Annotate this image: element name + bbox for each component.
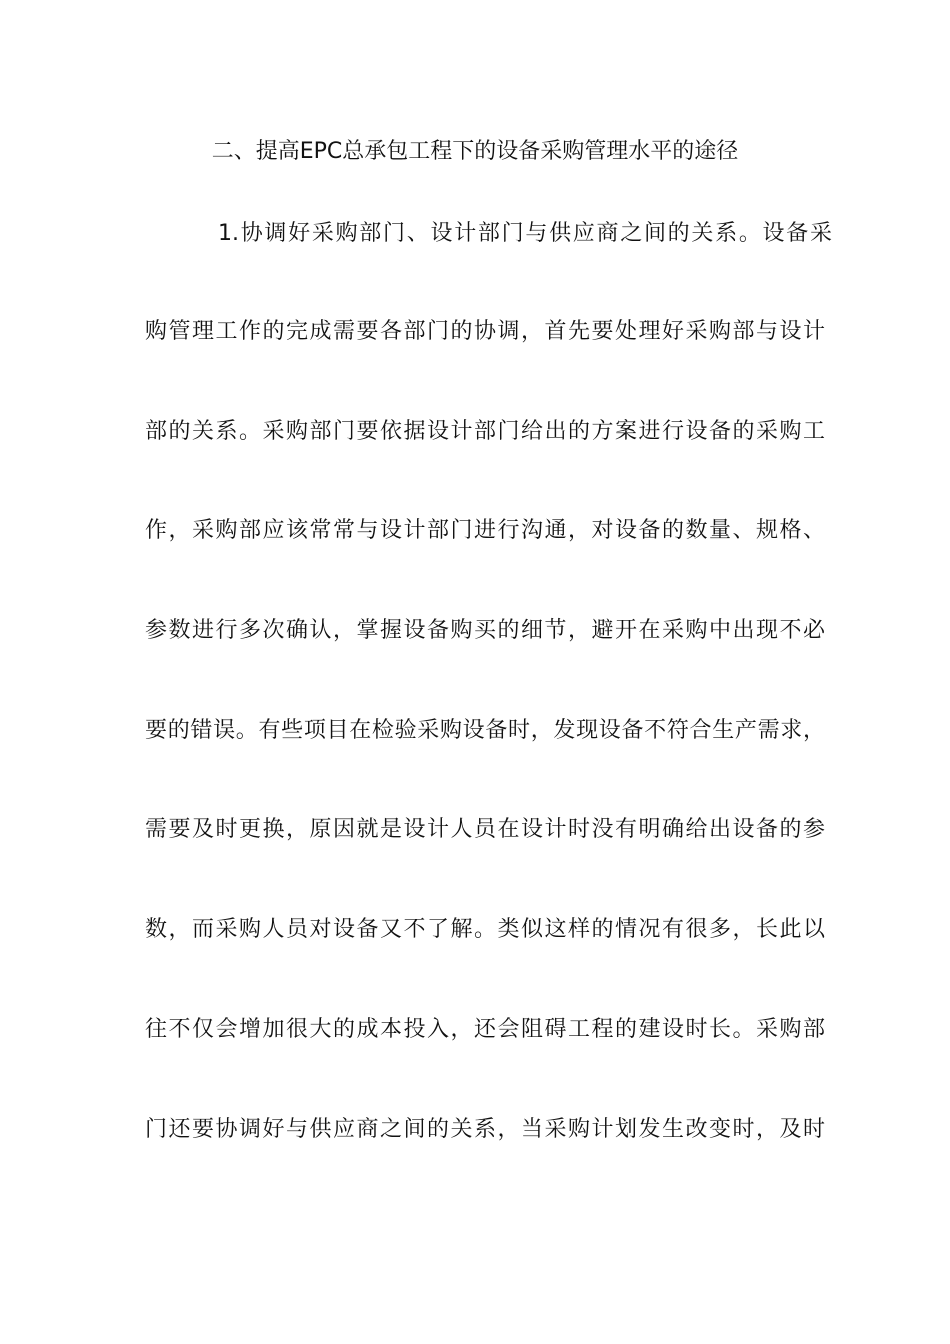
paragraph-line: 参数进行多次确认，掌握设备购买的细节，避开在采购中出现不必 <box>145 618 825 643</box>
paragraph-line: 门还要协调好与供应商之间的关系，当采购计划发生改变时，及时 <box>145 1117 825 1142</box>
paragraph-line: 要的错误。有些项目在检验采购设备时，发现设备不符合生产需求， <box>145 718 825 743</box>
section-heading: 二、提高EPC总承包工程下的设备采购管理水平的途径 <box>211 139 739 164</box>
paragraph-line: 1.协调好采购部门、设计部门与供应商之间的关系。设备采 <box>218 221 832 246</box>
paragraph-line: 需要及时更换，原因就是设计人员在设计时没有明确给出设备的参 <box>145 817 825 842</box>
paragraph-line: 往不仅会增加很大的成本投入，还会阻碍工程的建设时长。采购部 <box>145 1017 825 1042</box>
paragraph-line: 购管理工作的完成需要各部门的协调，首先要处理好采购部与设计 <box>145 319 825 344</box>
paragraph-line: 部的关系。采购部门要依据设计部门给出的方案进行设备的采购工 <box>145 419 825 444</box>
paragraph-line: 作，采购部应该常常与设计部门进行沟通，对设备的数量、规格、 <box>145 518 825 543</box>
paragraph-line: 数，而采购人员对设备又不了解。类似这样的情况有很多，长此以 <box>145 917 825 942</box>
